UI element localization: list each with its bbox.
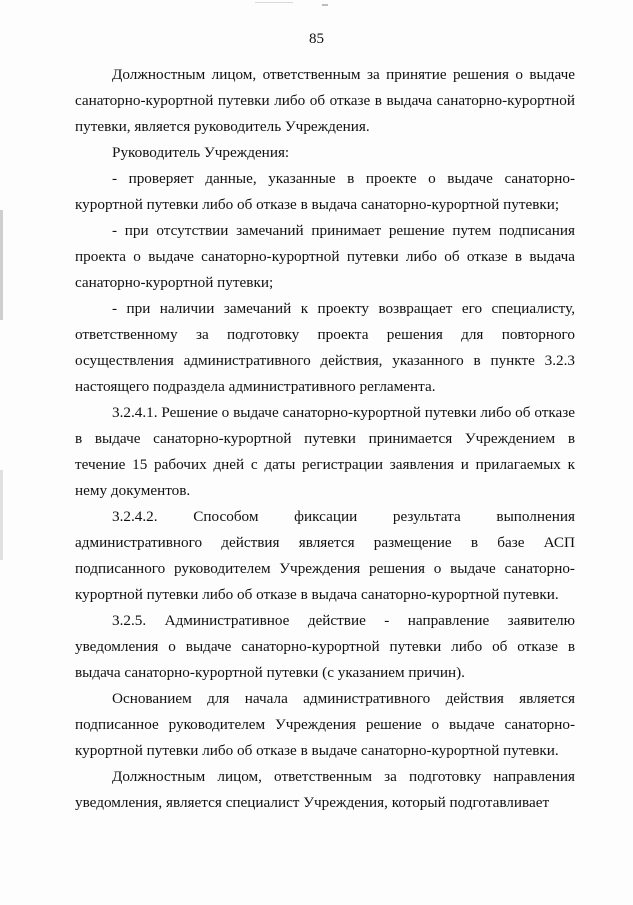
scan-edge-shadow [0,210,3,320]
paragraph: Руководитель Учреждения: [112,144,290,161]
paragraph: 3.2.4.2. Способом фиксации результата выполнения административного действия является размещение в базе АСП подписанного руководителем Учреждения решения о выдаче санаторно-курортной путевки либо об отказе в выдача санаторно-курортной путевки. [75,508,575,603]
scan-artifact [322,4,328,6]
paragraph: - проверяет данные, указанные в проекте о выдаче санаторно-курортной путевки либо об отказе в выдача санаторно-курортной путевки; [75,170,575,213]
paragraph: 3.2.5. Административное действие - направление заявителю уведомления о выдаче санаторно-курортной путевки либо об отказе в выдача санаторно-курортной путевки (с указанием причин). [75,612,575,681]
document-body [75,62,575,816]
page-number: 85 [309,31,324,47]
paragraph: - при отсутствии замечаний принимает решение путем подписания проекта о выдаче санаторно-курортной путевки либо об отказе в выдача санаторно-курортной путевки; [75,222,575,291]
paragraph: 3.2.4.1. Решение о выдаче санаторно-курортной путевки либо об отказе в выдаче санаторно-курортной путевки принимается Учреждением в течение 15 рабочих дней с даты регистрации заявления и прилагаемых к нему документов. [75,404,575,499]
scan-artifact [255,2,293,3]
paragraph: Должностным лицом, ответственным за подготовку направления уведомления, является специалист Учреждения, который подготавливает [75,768,575,811]
paragraph: Должностным лицом, ответственным за принятие решения о выдаче санаторно-курортной путевки либо об отказе в выдача санаторно-курортной путевки, является руководитель Учреждения. [75,66,575,135]
scan-edge-shadow [0,470,3,560]
paragraph: Основанием для начала административного действия является подписанное руководителем Учреждения решение о выдаче санаторно-курортной путевки либо об отказе в выдаче санаторно-курортной путевки. [75,690,575,759]
paragraph: - при наличии замечаний к проекту возвращает его специалисту, ответственному за подготовку проекта решения для повторного осуществления административного действия, указанного в пункте 3.2.3 настоящего подраздела административного регламента. [75,300,575,395]
